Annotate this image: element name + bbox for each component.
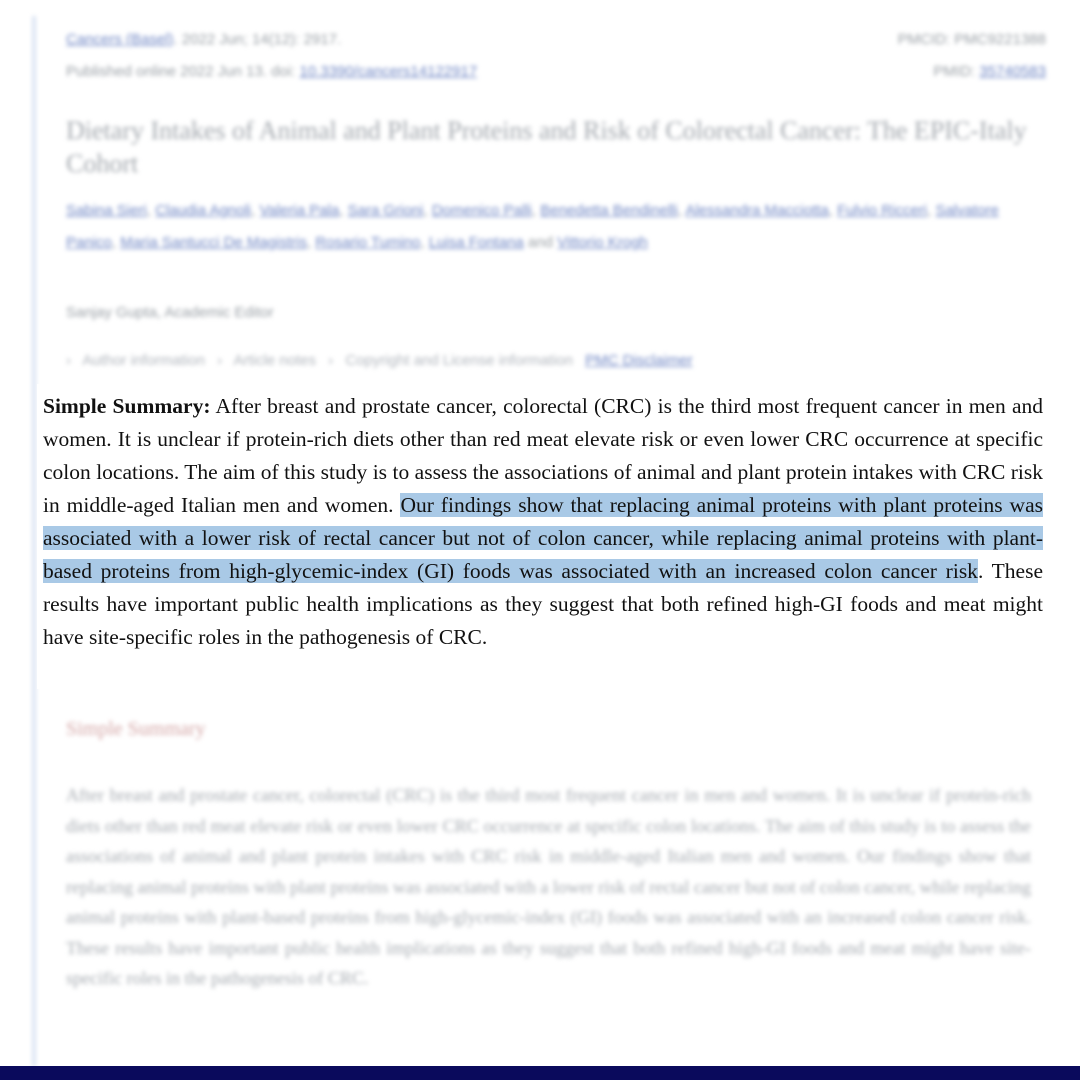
chevron-right-icon: › bbox=[328, 352, 334, 369]
author-link[interactable]: Benedetta Bendinelli bbox=[540, 202, 678, 219]
article-title: Dietary Intakes of Animal and Plant Proteins and Risk of Colorectal Cancer: The EPIC-Italy Cohort bbox=[66, 116, 1027, 178]
copyright-information-link[interactable]: Copyright and License information bbox=[345, 352, 573, 369]
pmid-label: PMID: bbox=[933, 63, 980, 80]
chevron-right-icon: › bbox=[217, 352, 223, 369]
author-link[interactable]: Vittorio Krogh bbox=[557, 234, 648, 251]
left-side-rule bbox=[32, 16, 36, 1066]
summary-label: Simple Summary: bbox=[43, 394, 211, 418]
pmid-link[interactable]: 35740583 bbox=[979, 63, 1046, 80]
author-link[interactable]: Salvatore Panico bbox=[66, 202, 999, 251]
author-link[interactable]: Sara Grioni bbox=[347, 202, 424, 219]
article-notes-link[interactable]: Article notes bbox=[233, 352, 316, 369]
author-link[interactable]: Fulvio Ricceri bbox=[837, 202, 928, 219]
author-list: Sabina Sieri, Claudia Agnoli, Valeria Pala, Sara Grioni, Domenico Palli, Benedetta Bendinelli, Alessandra Macciotta, Fulvio Ricceri, Salvatore Panico, Maria Santucci De Magistris, Rosario Tumino, Luisa Fontana and Vittorio Krogh bbox=[66, 202, 999, 251]
article-info-links bbox=[66, 352, 701, 369]
section-heading: Simple Summary bbox=[66, 718, 206, 740]
academic-editor: Sanjay Gupta, Academic Editor bbox=[66, 304, 274, 321]
author-link[interactable]: Domenico Palli bbox=[431, 202, 532, 219]
author-link[interactable]: Alessandra Macciotta bbox=[685, 202, 829, 219]
citation-block bbox=[66, 24, 477, 88]
bottom-bar bbox=[0, 1066, 1080, 1080]
pmcid: PMCID: PMC9221388 bbox=[897, 31, 1046, 48]
published-date: Published online 2022 Jun 13. doi: bbox=[66, 63, 300, 80]
background-abstract-text: After breast and prostate cancer, colorectal (CRC) is the third most frequent cancer in men and women. It is unclear if protein-rich diets other than red meat elevate risk or even lower CRC occurrence at specific colon locations. The aim of this study is to assess the associations of animal and plant protein intakes with CRC risk in middle-aged Italian men and women. Our findings show that replacing animal proteins with plant proteins was associated with a lower risk of rectal cancer but not of colon cancer, while replacing animal proteins with plant-based proteins from high-glycemic-index (GI) foods was associated with an increased colon cancer risk. These results have important public health implications as they suggest that both refined high-GI foods and meat might have site-specific roles in the pathogenesis of CRC. bbox=[66, 785, 1031, 988]
pmc-disclaimer-link[interactable]: PMC Disclaimer bbox=[585, 352, 693, 369]
author-link[interactable]: Luisa Fontana bbox=[428, 234, 524, 251]
author-link[interactable]: Rosario Tumino bbox=[315, 234, 421, 251]
summary-text-after: . These results have important public health implications as they suggest that both refined high-GI foods and meat might have site-specific roles in the pathogenesis of CRC. bbox=[43, 559, 1043, 649]
summary-text-before: After breast and prostate cancer, colorectal (CRC) is the third most frequent cancer in men and women. It is unclear if protein-rich diets other than red meat elevate risk or even lower CRC occurrence at specific colon locations. The aim of this study is to assess the associations of animal and plant protein intakes with CRC risk in middle-aged Italian men and women. bbox=[43, 394, 1043, 517]
author-information-link[interactable]: Author information bbox=[82, 352, 205, 369]
summary-paragraph bbox=[43, 390, 1043, 654]
author-link[interactable]: Sabina Sieri bbox=[66, 202, 147, 219]
chevron-right-icon: › bbox=[66, 352, 71, 369]
journal-link[interactable]: Cancers (Basel) bbox=[66, 31, 174, 48]
doi-link[interactable]: 10.3390/cancers14122917 bbox=[299, 63, 478, 80]
author-link[interactable]: Valeria Pala bbox=[259, 202, 340, 219]
highlighted-finding: Our findings show that replacing animal proteins with plant proteins was associated with a lower risk of rectal cancer but not of colon cancer, while replacing animal proteins with plant-based proteins from high-glycemic-index (GI) foods was associated with an increased colon cancer risk bbox=[43, 493, 1043, 583]
author-link[interactable]: Maria Santucci De Magistris bbox=[120, 234, 307, 251]
citation-issue: . 2022 Jun; 14(12): 2917. bbox=[173, 31, 342, 48]
author-link[interactable]: Claudia Agnoli bbox=[155, 202, 252, 219]
simple-summary-card bbox=[37, 384, 1080, 689]
identifier-block bbox=[898, 24, 1046, 88]
